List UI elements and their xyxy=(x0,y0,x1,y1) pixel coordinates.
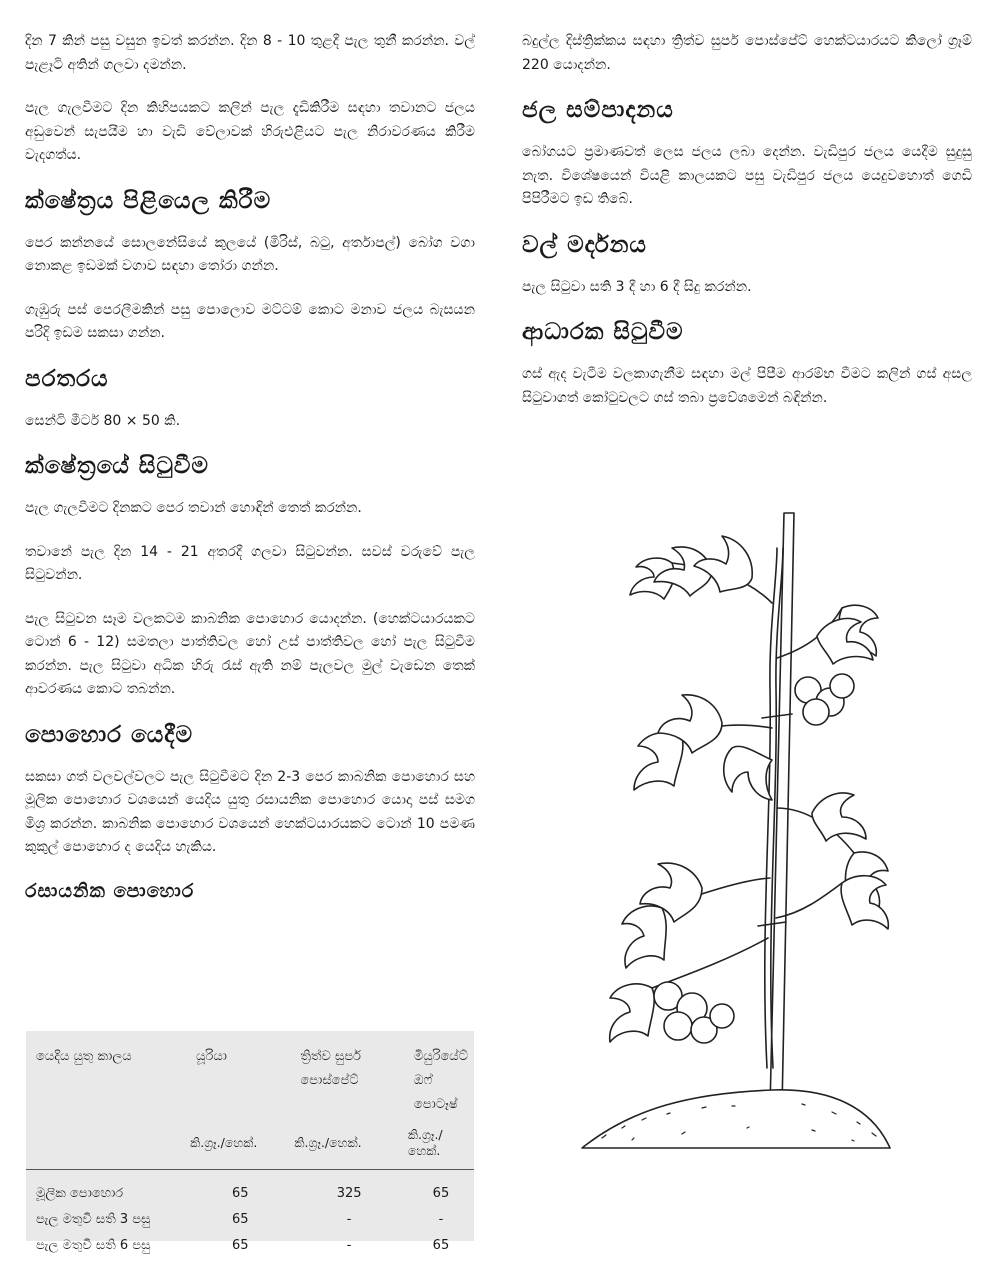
paragraph: පෙර කන්නයේ සොලනේසියේ කුලයේ (මිරිස්, බටු, අර්තාපල්) බෝග වගා නොකළ ඉඩමක් වගාව සඳහා තෝරා ගන්න. xyxy=(25,234,475,274)
paragraph: ගස් ඇද වැටීම වලකාගැනීම සඳහා මල් පිපීම ආරම්භ වීමට කලින් ගස් අසල සිටුවාගත් කෝටුවලට ගස් තබා ප්‍රවේශමෙන් බඳින්න. xyxy=(522,366,972,406)
table-row xyxy=(26,1206,474,1232)
tomato-plant-illustration xyxy=(572,508,892,1168)
table-row xyxy=(26,1180,474,1206)
table-cell: පැල මතුවී සති 3 පසු xyxy=(36,1212,151,1227)
table-header: යෙදිය යුතු කාලය xyxy=(36,1049,132,1064)
table-cell: මූලික පොහොර xyxy=(36,1186,124,1201)
table-header: ත්‍රිත්ව සුපර් පොස්පේට් xyxy=(300,1049,361,1088)
paragraph: පැල ගැලවීමට දින කිහිපයකට කලින් පැල දැඩිකිරීම සඳහා තවානට ජලය අඩුවෙන් සැපයීම හා වැඩි වේලාවක් හිරුඑළියට පැල නිරාවරණය කිරීම වැදගත්ය. xyxy=(25,100,475,163)
table-cell: 65 xyxy=(231,1212,249,1227)
paragraph: පැල ගැලවීමට දිනකට පෙර තවාන් හොඳින් තෙත් කරන්න. xyxy=(25,500,362,516)
table-cell: - xyxy=(438,1212,444,1227)
table-unit: කි.ග්‍රෑ./හෙක්. xyxy=(186,1123,290,1170)
table-cell: - xyxy=(346,1238,352,1253)
table-units-row xyxy=(26,1123,474,1170)
left-column xyxy=(25,30,475,920)
section-heading: ක්ෂේත්‍රයේ සිටුවීම xyxy=(25,453,209,479)
right-column xyxy=(522,30,972,430)
paragraph: පැල සිටුවා සති 3 දී හා 6 දී සිදු කරන්න. xyxy=(522,278,752,295)
paragraph: තවානේ පැල දින 14 - 21 අතරදී ගලවා සිටුවන්න. සවස් වරුවේ පැල සිටුවන්න. xyxy=(25,543,475,583)
paragraph: දින 7 කින් පසු වසුන ඉවත් කරන්න. දින 8 - 10 තුළදී පැල තුනී කරන්න. වල් පැළෑටි අතින් ගලවා දමන්න. xyxy=(25,33,475,73)
sub-heading: රසායනික පොහොර xyxy=(25,879,195,902)
paragraph: බදුල්ල දිස්ත්‍රික්කය සඳහා ත්‍රිත්ව සුපර් පොස්පේට් හෙක්ටයාරයට කිලෝ ග්‍රෑම් 220 යොදන්න. xyxy=(522,33,972,73)
section-heading: පරතරය xyxy=(25,365,109,392)
paragraph: සෙන්ටි මීටර් 80 × 50 කි. xyxy=(25,412,181,429)
paragraph: සකසා ගත් වලවල්වලට පැල සිටුවීමට දින 2-3 පෙර කාබනික පොහොර සහ මූලික පොහොර වශයෙන් යෙදිය යුතු රසායනික පොහොර යොදා පස් සමග මිශ්‍ර කරන්න. කාබනික පොහොර වශයෙන් හෙක්ටයාරයකට ටොන් 10 පමණ කුකුල් පොහොර ද යෙදිය හැකිය. xyxy=(25,768,475,855)
table-cell: 65 xyxy=(432,1186,450,1201)
section-heading: ක්ෂේත්‍රය පිළියෙල කිරීම xyxy=(25,187,272,214)
table-unit xyxy=(26,1123,186,1170)
paragraph: පැල සිටුවන සෑම වලකටම කාබනික පොහොර යොදන්න. (හෙක්ටයාරයකට ටොන් 6 - 12) සමතලා පාත්තිවල හෝ උස් පාත්තිවල හෝ පැල සිටුවීම කරන්න. පැල සිටුවා අධික හිරු රැස් ඇති නම් පැලවල මුල් වැඩෙන තෙක් ආවරණය කොට තබන්න. xyxy=(25,610,475,697)
table-cell: 325 xyxy=(336,1186,362,1201)
table-row xyxy=(26,1232,474,1258)
table-cell: 65 xyxy=(432,1238,450,1253)
section-heading: ජල සම්පාදනය xyxy=(522,97,674,123)
section-heading: පොහොර යෙදීම xyxy=(25,721,193,748)
paragraph: ගැඹුරු පස් පෙරලීමකින් පසු පොලොව මට්ටම් කොට මනාව ජලය බැසයන පරිදි ඉඩම සකසා ගන්න. xyxy=(25,301,475,341)
table xyxy=(26,1031,474,1258)
table-cell: පැල මතුවී සති 6 පසු xyxy=(36,1238,151,1253)
paragraph: බෝගයට ප්‍රමාණවත් ලෙස ජලය ලබා දෙන්න. වැඩිපුර ජලය යෙදීම සුදුසු නැත. විශේෂයෙන් වියළි කාලයකට පසු වැඩිපුර ජලය යෙදුවහොත් ගෙඩි පිපිරීමට ඉඩ තිබේ. xyxy=(522,144,972,207)
table-cell: 65 xyxy=(231,1186,249,1201)
fertilizer-table xyxy=(26,1031,474,1253)
table-cell: - xyxy=(346,1212,352,1227)
section-heading: ආධාරක සිටුවීම xyxy=(522,319,684,345)
table-unit: කි.ග්‍රෑ./හෙක්. xyxy=(404,1123,474,1170)
table-header-row xyxy=(26,1031,474,1123)
table-unit: කි.ග්‍රෑ./හෙක්. xyxy=(290,1123,404,1170)
table-cell: 65 xyxy=(231,1238,249,1253)
table-header: යූරියා xyxy=(196,1049,227,1064)
section-heading: වල් මර්දනය xyxy=(522,231,647,258)
table-header: මියුරියේට් ඔෆ් පොටෑෂ් xyxy=(413,1049,468,1112)
